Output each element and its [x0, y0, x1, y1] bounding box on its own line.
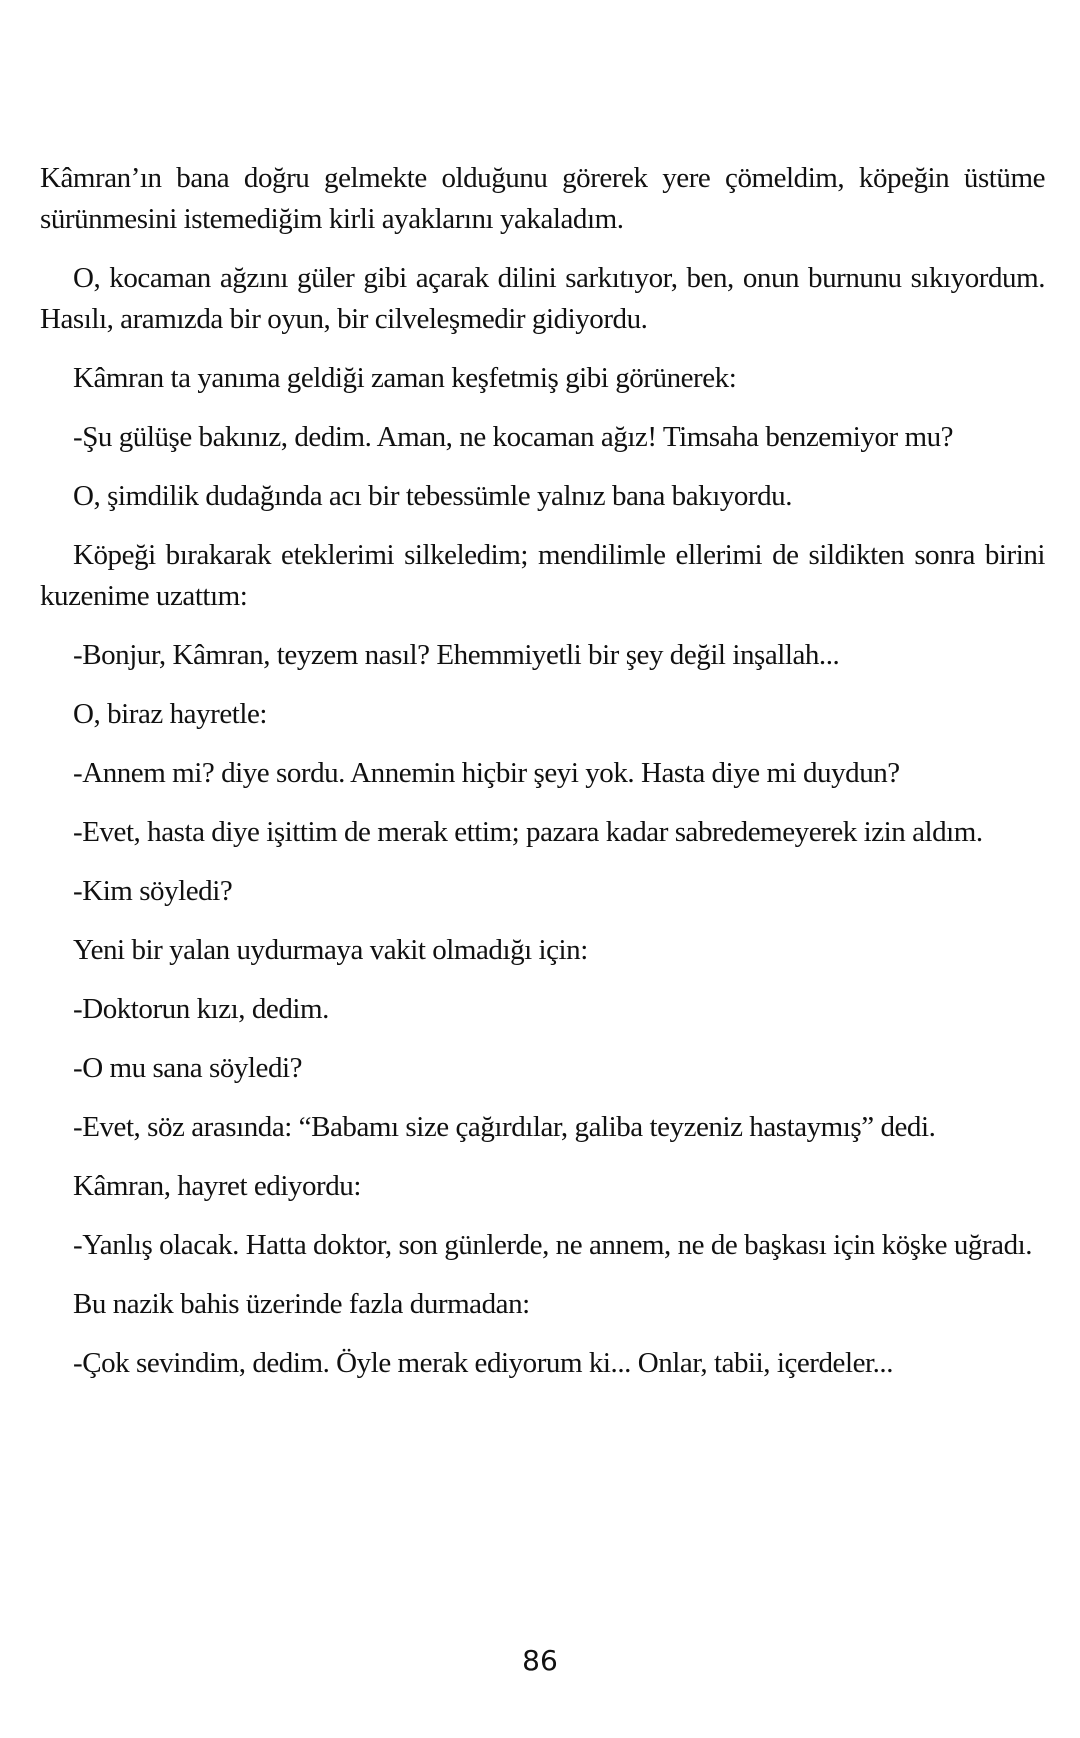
paragraph: -Çok sevindim, dedim. Öyle merak ediyorum ki... Onlar, tabii, içerdeler... [73, 1347, 894, 1379]
paragraph: Bu nazik bahis üzerinde fazla durmadan: [73, 1288, 530, 1320]
paragraph: O, biraz hayretle: [73, 698, 267, 730]
paragraph: Yeni bir yalan uydurmaya vakit olmadığı için: [73, 934, 588, 966]
page-body [40, 158, 1045, 1402]
paragraph: Kâmran, hayret ediyordu: [73, 1170, 361, 1202]
paragraph: -Doktorun kızı, dedim. [73, 993, 329, 1025]
paragraph: O, kocaman ağzını güler gibi açarak dilini sarkıtıyor, ben, onun burnunu sıkıyordum. Hasılı, aramızda bir oyun, bir cilveleşmedir gidiyordu. [40, 262, 1045, 335]
paragraph: -Evet, söz arasında: “Babamı size çağırdılar, galiba teyzeniz hastaymış” dedi. [73, 1111, 936, 1143]
paragraph: -Evet, hasta diye işittim de merak ettim; pazara kadar sabredemeyerek izin aldım. [73, 816, 983, 848]
paragraph: -Annem mi? diye sordu. Annemin hiçbir şeyi yok. Hasta diye mi duydun? [73, 757, 900, 789]
paragraph: O, şimdilik dudağında acı bir tebessümle yalnız bana bakıyordu. [73, 480, 793, 512]
paragraph: Köpeği bırakarak eteklerimi silkeledim; mendilimle ellerimi de sildikten sonra birini kuzenime uzattım: [40, 539, 1045, 612]
paragraph: -Kim söyledi? [73, 875, 233, 907]
page-number: 86 [522, 1644, 558, 1677]
paragraph: Kâmran ta yanıma geldiği zaman keşfetmiş gibi görünerek: [73, 362, 737, 394]
paragraph: -Şu gülüşe bakınız, dedim. Aman, ne kocaman ağız! Timsaha benzemiyor mu? [73, 421, 954, 453]
paragraph: -Yanlış olacak. Hatta doktor, son günlerde, ne annem, ne de başkası için köşke uğradı. [73, 1229, 1033, 1261]
paragraph: Kâmran’ın bana doğru gelmekte olduğunu görerek yere çömeldim, köpeğin üstüme sürünmesini istemediğim kirli ayaklarını yakaladım. [40, 162, 1045, 235]
paragraph: -O mu sana söyledi? [73, 1052, 303, 1084]
paragraph: -Bonjur, Kâmran, teyzem nasıl? Ehemmiyetli bir şey değil inşallah... [73, 639, 840, 671]
